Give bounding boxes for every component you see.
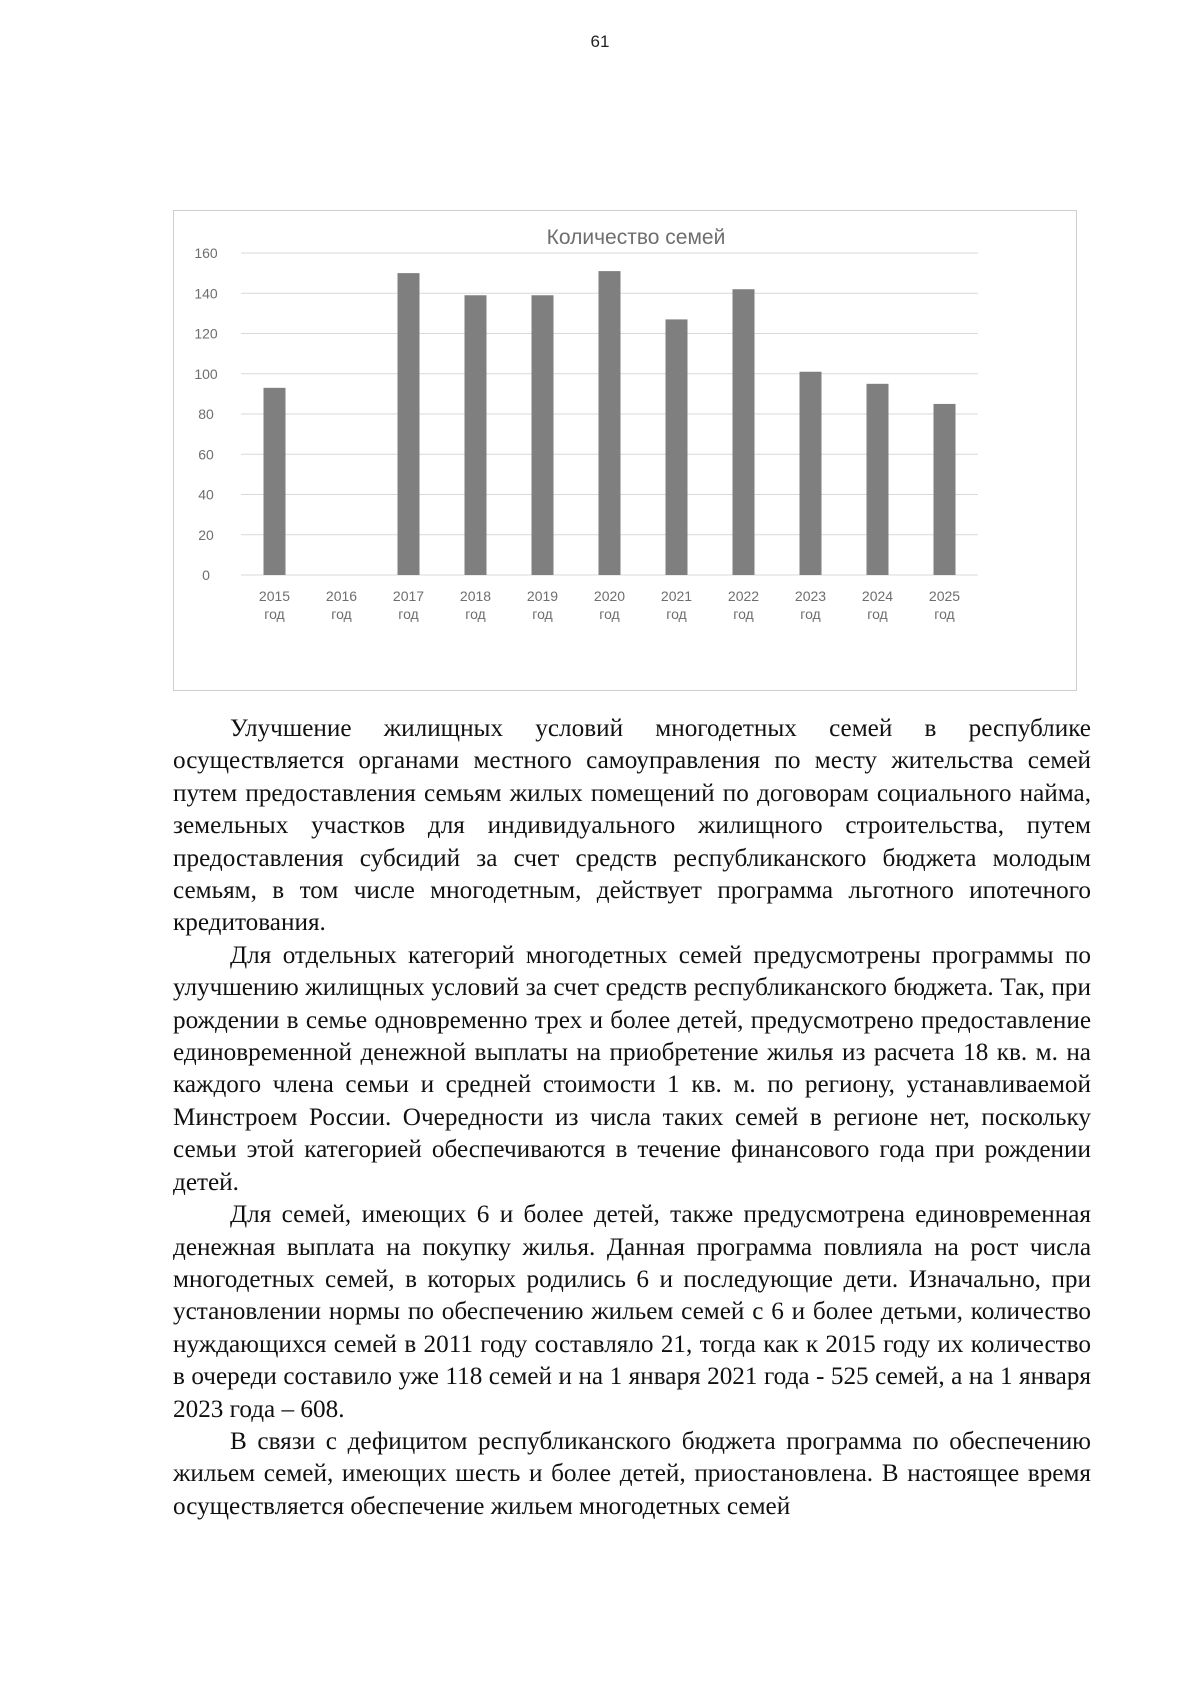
paragraph-1: Улучшение жилищных условий многодетных семей в республике осуществляется органами местного самоуправления по месту жительства семей путем предоставления семьям жилых помещений по договорам социального найма, земельных участков для индивидуального жилищного строительства, путем предоставления субсидий за счет средств республиканского бюджета молодым семьям, в том числе многодетным, действует программа льготного ипотечного кредитования. (173, 715, 1091, 937)
y-tick-label: 160 (194, 245, 218, 261)
x-tick-label-year: 2024 (861, 588, 894, 604)
paragraph-4: В связи с дефицитом республиканского бюджета программа по обеспечению жильем семей, имеющих шесть и более детей, приостановлена. В настоящее время осуществляется обеспечение жильем многодетных семей (173, 1427, 1091, 1520)
bar-2022 (733, 289, 755, 575)
x-tick-label-unit: год (666, 606, 687, 622)
x-tick-label-year: 2015 (258, 588, 291, 604)
x-tick-label-unit: год (800, 606, 821, 622)
x-tick-label-unit: год (599, 606, 620, 622)
paragraph-2: Для отдельных категорий многодетных семей предусмотрены программы по улучшению жилищных условий за счет средств республиканского бюджета. Так, при рождении в семье одновременно трех и более детей, предусмотрено предоставление единовременной денежной выплаты на приобретение жилья из расчета 18 кв. м. на каждого члена семьи и средней стоимости 1 кв. м. по региону, устанавливаемой Минстроем России. Очередности из числа таких семей в регионе нет, поскольку семьи этой категорией обеспечиваются в течение финансового года при рождении детей. (173, 941, 1091, 1196)
body-text (173, 713, 1091, 1523)
y-tick-label: 140 (194, 285, 218, 302)
x-tick-label-unit: год (398, 606, 419, 622)
y-tick-label: 40 (198, 486, 214, 503)
x-tick-label-year: 2016 (325, 588, 358, 604)
x-tick-label-unit: год (331, 606, 352, 622)
y-tick-label: 100 (194, 365, 218, 382)
chart-canvas (174, 211, 1078, 692)
x-tick-label-unit: год (733, 606, 754, 622)
bar-2020 (599, 271, 621, 575)
bar-2024 (867, 384, 889, 575)
bar-2019 (532, 295, 554, 575)
x-tick-label-year: 2018 (459, 588, 492, 604)
y-tick-label: 60 (198, 446, 214, 463)
chart-labels (194, 245, 960, 622)
x-tick-label-year: 2025 (928, 588, 961, 604)
bar-2015 (264, 388, 286, 575)
x-tick-label-year: 2020 (593, 588, 626, 604)
bar-2017 (398, 273, 420, 575)
bar-2018 (465, 295, 487, 575)
x-tick-label-year: 2023 (794, 588, 827, 604)
page-number: 61 (590, 32, 610, 51)
paragraph-3: Для семей, имеющих 6 и более детей, также предусмотрена единовременная денежная выплата на покупку жилья. Данная программа повлияла на рост числа многодетных семей, в которых родились 6 и последующие дети. Изначально, при установлении нормы по обеспечению жильем семей с 6 и более детьми, количество нуждающихся семей в 2011 году составляло 21, тогда как к 2015 году их количество в очереди составило уже 118 семей и на 1 января 2021 года - 525 семей, а на 1 января 2023 года – 608. (173, 1201, 1091, 1423)
x-tick-label-year: 2019 (526, 588, 559, 604)
bar-2025 (934, 404, 956, 575)
bar-2023 (800, 372, 822, 575)
x-tick-label-year: 2017 (392, 588, 425, 604)
y-tick-label: 0 (202, 567, 210, 583)
x-tick-label-unit: год (867, 606, 888, 622)
x-tick-label-unit: год (532, 606, 553, 622)
y-tick-label: 120 (194, 325, 218, 342)
x-tick-label-unit: год (934, 606, 955, 622)
x-tick-label-unit: год (264, 606, 285, 622)
bar-chart (173, 210, 1077, 691)
x-tick-label-unit: год (465, 606, 486, 622)
y-tick-label: 80 (198, 406, 214, 422)
chart-bars (264, 271, 956, 575)
x-tick-label-year: 2022 (727, 588, 760, 604)
chart-title: Количество семей (546, 226, 726, 249)
x-tick-label-year: 2021 (660, 588, 693, 604)
y-tick-label: 20 (198, 526, 214, 543)
bar-2021 (666, 319, 688, 575)
